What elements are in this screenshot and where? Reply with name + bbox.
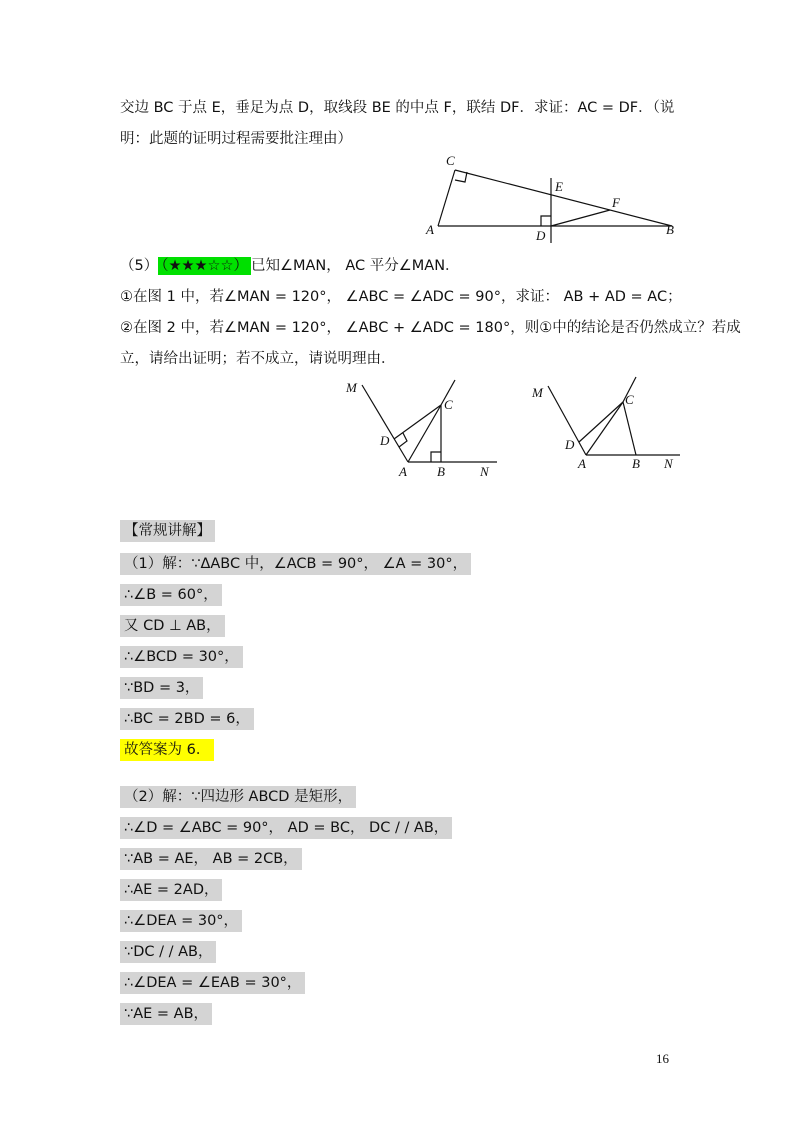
- right-angle-mark-b: [431, 452, 441, 462]
- label-m: M: [532, 385, 543, 400]
- solution1-line: ∴∠BCD = 30°，: [120, 646, 243, 668]
- label-d: D: [565, 437, 575, 452]
- segment-cb: [455, 170, 672, 226]
- problem5-text: 已知∠MAN， AC 平分∠MAN．: [250, 258, 460, 274]
- segment-cd: [579, 402, 623, 442]
- label-d: D: [380, 433, 390, 448]
- label-b: B: [437, 464, 445, 479]
- segment-ac: [586, 402, 623, 455]
- segment-df: [551, 210, 610, 226]
- solution1-line: ∵BD = 3，: [120, 677, 203, 699]
- label-e: E: [555, 179, 563, 194]
- angle-figure-1: [340, 375, 510, 485]
- label-c: C: [444, 397, 453, 412]
- problem5-header: [120, 255, 460, 277]
- problem5-part2a: ②在图 2 中，若∠MAN = 120°， ∠ABC + ∠ADC = 180°，则①中的结论是否仍然成立？若成: [120, 320, 741, 336]
- label-c: C: [446, 153, 455, 168]
- solution2-line: ∴∠D = ∠ABC = 90°， AD = BC， DC / / AB，: [120, 817, 452, 839]
- problem5-number: （5）: [120, 258, 159, 274]
- solution2-line: ∴∠DEA = 30°，: [120, 910, 242, 932]
- solution1-line: （1）解：∵ΔABC 中，∠ACB = 90°， ∠A = 30°，: [120, 553, 471, 575]
- segment-ac: [438, 170, 455, 226]
- label-m: M: [346, 380, 357, 395]
- solution2-line: ∴∠DEA = ∠EAB = 30°，: [120, 972, 305, 994]
- section-title: 【常规讲解】: [120, 520, 215, 542]
- solution1-line: ∴∠B = 60°，: [120, 584, 222, 606]
- solution1-line: 又 CD ⊥ AB，: [120, 615, 225, 637]
- label-b: B: [666, 222, 674, 237]
- label-a: A: [426, 222, 434, 237]
- solution2-line: ∵DC / / AB，: [120, 941, 216, 963]
- solution2-line: ∵AE = AB，: [120, 1003, 212, 1025]
- answer1: 故答案为 6．: [120, 739, 214, 761]
- label-a: A: [578, 456, 586, 471]
- solution2-line: ∵AB = AE， AB = 2CB，: [120, 848, 302, 870]
- intro-line-1: 交边 BC 于点 E，垂足为点 D，取线段 BE 的中点 F，联结 DF．求证：AC = DF．（说: [120, 100, 675, 116]
- label-n: N: [664, 456, 673, 471]
- right-angle-mark-d: [541, 216, 551, 226]
- label-d: D: [536, 228, 546, 243]
- label-c: C: [625, 392, 634, 407]
- triangle-figure-1: [420, 150, 690, 245]
- solution1-line: ∴BC = 2BD = 6，: [120, 708, 254, 730]
- segment-cb: [623, 402, 636, 455]
- label-n: N: [480, 464, 489, 479]
- solution2-line: （2）解：∵四边形 ABCD 是矩形，: [120, 786, 356, 808]
- problem5-part2b: 立，请给出证明；若不成立，请说明理由．: [120, 351, 396, 367]
- label-a: A: [399, 464, 407, 479]
- page-number: 16: [656, 1051, 669, 1066]
- segment-cd: [394, 405, 441, 439]
- segment-ac: [408, 405, 441, 462]
- solution2-line: ∴AE = 2AD，: [120, 879, 222, 901]
- difficulty-stars: （★★★☆☆）: [158, 257, 251, 275]
- right-angle-mark-c: [455, 172, 467, 182]
- label-f: F: [612, 195, 620, 210]
- ray-am: [362, 385, 408, 462]
- angle-figure-2: [528, 372, 698, 477]
- problem5-part1: ①在图 1 中，若∠MAN = 120°， ∠ABC = ∠ADC = 90°，求证： AB + AD = AC；: [120, 289, 682, 305]
- label-b: B: [632, 456, 640, 471]
- intro-line-2: 明：此题的证明过程需要批注理由）: [120, 131, 352, 147]
